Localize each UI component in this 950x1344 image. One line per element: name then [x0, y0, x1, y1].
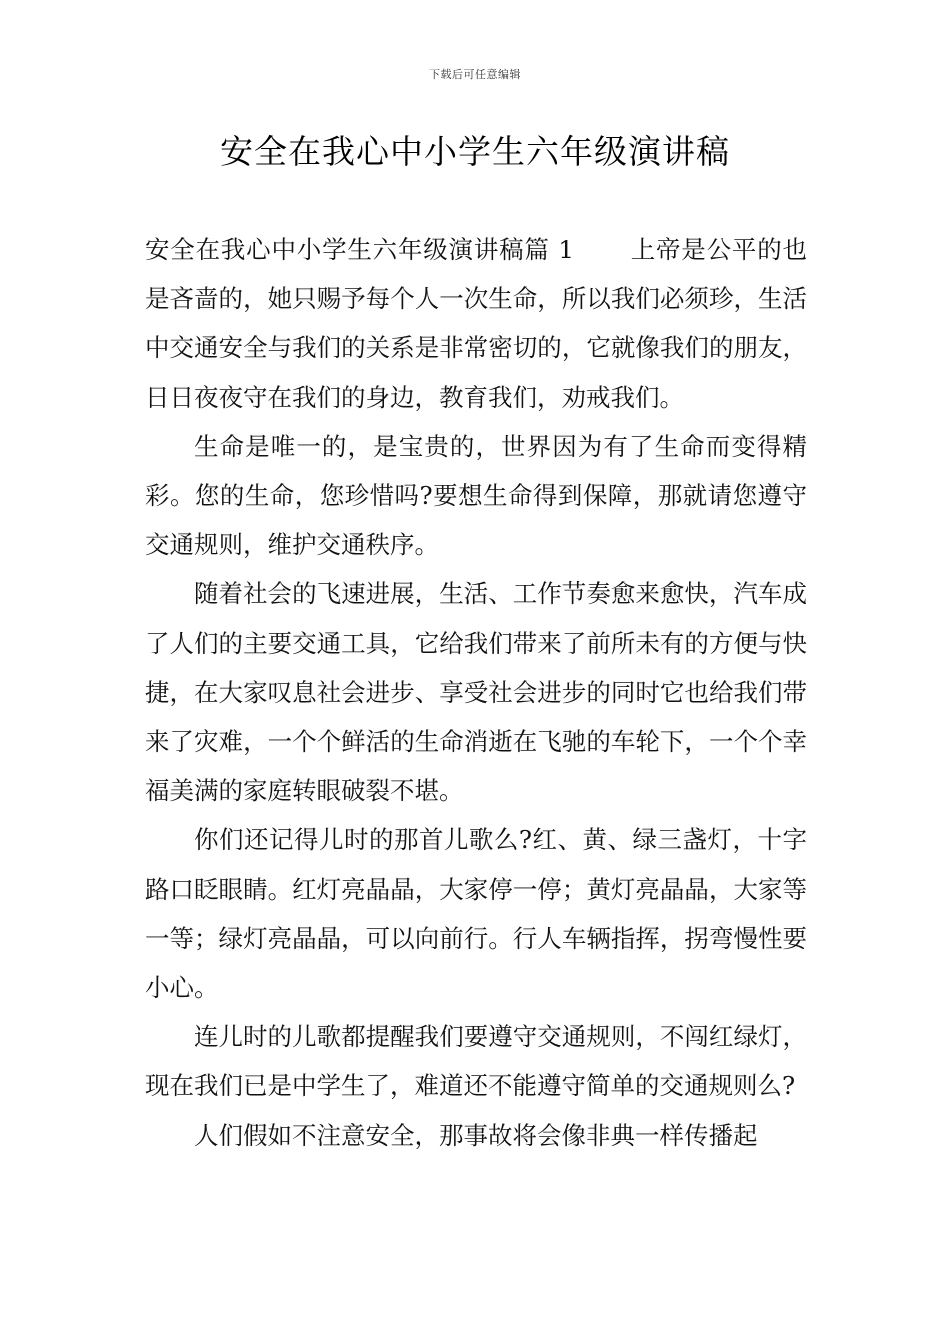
document-body [145, 225, 807, 1160]
paragraph-1-text: 上帝是公平的也是吝啬的，她只赐予每个人一次生命，所以我们必须珍，生活中交通安全与我们的关系是非常密切的，它就像我们的朋友，日日夜夜守在我们的身边，教育我们，劝戒我们。 [145, 235, 807, 412]
header-note: 下载后可任意编辑 [429, 68, 521, 81]
paragraph-2: 生命是唯一的，是宝贵的，世界因为有了生命而变得精彩。您的生命，您珍惜吗?要想生命得到保障，那就请您遵守交通规则，维护交通秩序。 [145, 431, 807, 560]
paragraph-5: 连儿时的儿歌都提醒我们要遵守交通规则，不闯红绿灯，现在我们已是中学生了，难道还不能遵守简单的交通规则么? [145, 1022, 807, 1101]
section-heading: 安全在我心中小学生六年级演讲稿篇 1 [145, 235, 574, 264]
paragraph-4: 你们还记得儿时的那首儿歌么?红、黄、绿三盏灯，十字路口眨眼睛。红灯亮晶晶，大家停一停；黄灯亮晶晶，大家等一等；绿灯亮晶晶，可以向前行。行人车辆指挥，拐弯慢性要小心。 [145, 825, 807, 1003]
document-title: 安全在我心中小学生六年级演讲稿 [220, 132, 730, 171]
paragraph-6: 人们假如不注意安全，那事故将会像非典一样传播起 [194, 1120, 758, 1150]
paragraph-1 [145, 225, 807, 422]
paragraph-3: 随着社会的飞速进展，生活、工作节奏愈来愈快，汽车成了人们的主要交通工具，它给我们带来了前所未有的方便与快捷，在大家叹息社会进步、享受社会进步的同时它也给我们带来了灾难，一个个鲜活的生命消逝在飞驰的车轮下，一个个幸福美满的家庭转眼破裂不堪。 [145, 579, 807, 806]
